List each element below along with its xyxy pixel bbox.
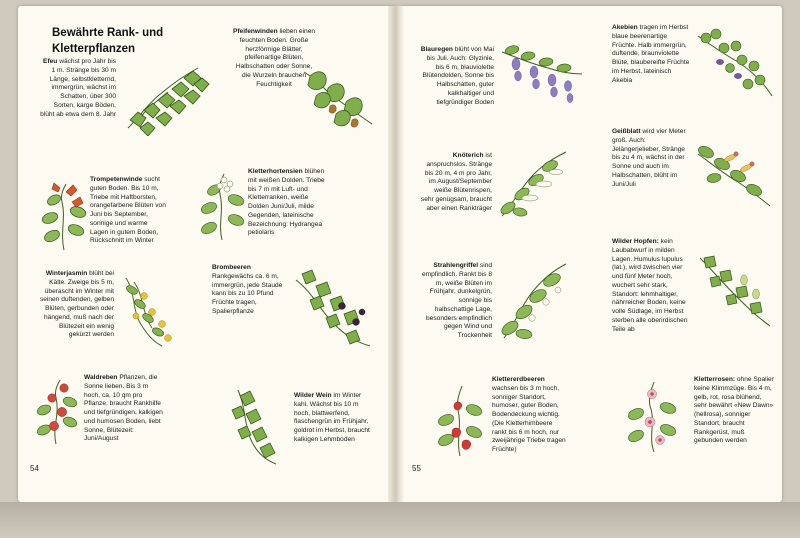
entry-blauregen-name: Blauregen bbox=[420, 46, 453, 53]
entry-pfeifenwinden-name: Pfeifenwinden bbox=[232, 28, 278, 35]
illustration-kletterhortensien bbox=[196, 170, 250, 242]
entry-waldreben-name: Waldreben bbox=[84, 374, 118, 381]
entry-trompetenwinde-text: sucht guten Boden. Bis 10 m, Triebe mit Haftborsten, orangefarbene Blüten von Juni bis September, sonnige und warme Lagen in gutem Boden, Rückschnitt im Winter bbox=[90, 176, 166, 245]
page-number-left: 54 bbox=[30, 464, 39, 473]
illustration-waldreben bbox=[32, 376, 86, 446]
entry-klettererdbeeren bbox=[492, 376, 568, 455]
entry-wilder-wein-text: im Winter kahl. Wächst bis 10 m hoch, blattwerfend, flaschengrün im Frühjahr, goldrot im Herbst, braucht kalkigen Lehmboden bbox=[294, 392, 370, 443]
entry-waldreben-text: Pflanzen, die Sonne lieben. Bis 3 m hoch, ca. 10 qm pro Pflanze, braucht Rankhilfe und tiefgründigen, kalkigen und humosen Boden, liebt Sonne, Blütezeit: Juni/August bbox=[84, 374, 163, 443]
entry-knoeterich bbox=[420, 152, 492, 213]
illustration-pfeifenwinden bbox=[300, 66, 376, 132]
entry-kletterhortensien-name: Kletterhortensien bbox=[248, 168, 303, 175]
entry-akebien-text: tragen im Herbst blaue beerenartige Früchte. Halb immergrün, duftende, braunviolette Blüte, blaubereifte Früchte im Herbst, lateinisch Akebia bbox=[612, 24, 690, 84]
entry-wilder-wein bbox=[294, 392, 376, 445]
entry-kletterrosen-text: ohne Spalier keine Klimmzüge. Bis 4 m, gelb, rot, rosa blühend, sehr bewährt «New Dawn» (hellrosa), sonniger Standort, braucht Rankgerüst, muß gebunden werden bbox=[694, 376, 774, 445]
entry-kletterhortensien-text: blühen mit weißen Dolden. Triebe bis 7 m mit Luft- und Kletterranken, weiße Dolden Juni/Juli, milde Gegenden, lateinische Bezeichnung: Hydrangea petiolaris bbox=[248, 168, 325, 237]
entry-efeu bbox=[38, 58, 116, 119]
illustration-brombeeren bbox=[290, 266, 376, 352]
entry-klettererdbeeren-text: wachsen bis 3 m hoch, sonniger Standort, humoser, guter Boden, Bodendeckung wichtig. (Die Kletterhimbeere rankt bis 6 m hoch, nur zweijährige Triebe tragen Früchte) bbox=[492, 384, 566, 454]
entry-wilder-hopfen-text: kein Laubabwurf in milden Lagen. Humulus lupulus (lat.), wird zwischen vier und fünf Meter hoch, wuchert sehr stark, Standort: lehmhaltiger, nährreicher Boden, keine volle Südlage, im Herbst sterben alle oberirdischen Teile ab bbox=[612, 238, 688, 333]
illustration-efeu bbox=[118, 58, 210, 136]
entry-winterjasmin bbox=[38, 270, 114, 340]
entry-wilder-hopfen-name: Wilder Hopfen: bbox=[612, 238, 659, 245]
illustration-strahlengriffel bbox=[496, 258, 572, 344]
entry-knoeterich-text: ist anspruchslos. Stränge bis 20 m, 4 m pro Jahr, im August/September weiße Blütenrispen, sehr genügsam, braucht aber einen Rankträger bbox=[420, 152, 492, 212]
entry-wilder-wein-name: Wilder Wein bbox=[294, 392, 332, 399]
illustration-trompetenwinde bbox=[36, 180, 94, 252]
entry-pfeifenwinden-text: lieben einen feuchten Boden. Große herzförmige Blätter, pfeifenartige Blüten, Halbschatten oder Sonne, die Wurzeln brauchen Feuchtigkeit bbox=[235, 28, 316, 88]
entry-wilder-hopfen bbox=[612, 238, 690, 334]
entry-brombeeren bbox=[212, 264, 286, 317]
entry-strahlengriffel-name: Strahlengriffel bbox=[433, 262, 479, 269]
illustration-klettererdbeeren bbox=[432, 382, 490, 458]
illustration-winterjasmin bbox=[118, 272, 184, 350]
entry-akebien bbox=[612, 24, 690, 85]
entry-kletterrosen bbox=[694, 376, 774, 446]
page-bottom-shadow bbox=[0, 502, 800, 538]
entry-geissblatt-name: Geißblatt bbox=[612, 128, 641, 135]
entry-trompetenwinde-name: Trompetenwinde bbox=[90, 176, 143, 183]
page-title: Bewährte Rank- und Kletterpflanzen bbox=[52, 27, 164, 55]
entry-klettererdbeeren-name: Klettererdbeeren bbox=[492, 376, 545, 383]
entry-strahlengriffel bbox=[418, 262, 492, 341]
illustration-akebien bbox=[694, 28, 776, 104]
illustration-blauregen bbox=[498, 42, 584, 118]
page-number-right: 55 bbox=[412, 464, 421, 473]
entry-blauregen bbox=[420, 46, 494, 107]
entry-akebien-name: Akebien bbox=[612, 24, 638, 31]
entry-geissblatt bbox=[612, 128, 690, 189]
book-gutter bbox=[388, 6, 404, 502]
entry-kletterrosen-name: Kletterrosen: bbox=[694, 376, 736, 383]
entry-efeu-text: wächst pro Jahr bis 1 m. Stränge bis 30 m Länge, selbstkletternd, immergrün, wächst im Schatten, über 300 Sorten, karge Böden, blüht ab etwa dem 8. Jahr bbox=[40, 58, 116, 118]
entry-waldreben bbox=[84, 374, 164, 444]
illustration-wilder-hopfen bbox=[694, 252, 774, 332]
illustration-kletterrosen bbox=[620, 378, 690, 454]
entry-brombeeren-text: Rankgewächs ca. 6 m, immergrün, jede Staude kann bis zu 10 Pfund Früchte tragen, Spalierpflanze bbox=[212, 272, 283, 315]
illustration-knoeterich bbox=[496, 146, 570, 226]
entry-brombeeren-name: Brombeeren bbox=[212, 264, 251, 271]
entry-winterjasmin-name: Winterjasmin bbox=[45, 270, 88, 277]
entry-efeu-name: Efeu bbox=[43, 58, 58, 65]
entry-trompetenwinde bbox=[90, 176, 166, 246]
entry-kletterhortensien bbox=[248, 168, 328, 238]
entry-strahlengriffel-text: sind empfindlich. Rankt bis 8 m, weiße Blüten im Frühjahr, dunkelgrün, sonnige bis halbschattige Lage, besonders empfindlich gegen Wind und Trockenheit bbox=[421, 262, 492, 340]
illustration-geissblatt bbox=[694, 140, 774, 212]
illustration-wilder-wein bbox=[228, 386, 294, 466]
entry-geissblatt-text: wird vier Meter groß. Auch: Jelängerjelieber, Stränge bis zu 4 m, wächst in der Sonne und auch im Halbschatten, blüht im Juni/Juli bbox=[612, 128, 686, 188]
entry-blauregen-text: blüht von Mai bis Juli. Auch: Glyzinie, bis 6 m, blauviolette Blütendolden, Sonne bis Halbschatten, guter kalkhaltiger und tiefgründiger Boden bbox=[422, 46, 494, 106]
entry-winterjasmin-text: blüht bei Kälte. Zweige bis 5 m, überascht im Winter mit seinen duftenden, gelben Blüten, gerbunden oder hängend, muß nach der Blütezeit ein wenig gekürzt werden bbox=[39, 270, 114, 339]
entry-knoeterich-name: Knöterich bbox=[452, 152, 484, 159]
